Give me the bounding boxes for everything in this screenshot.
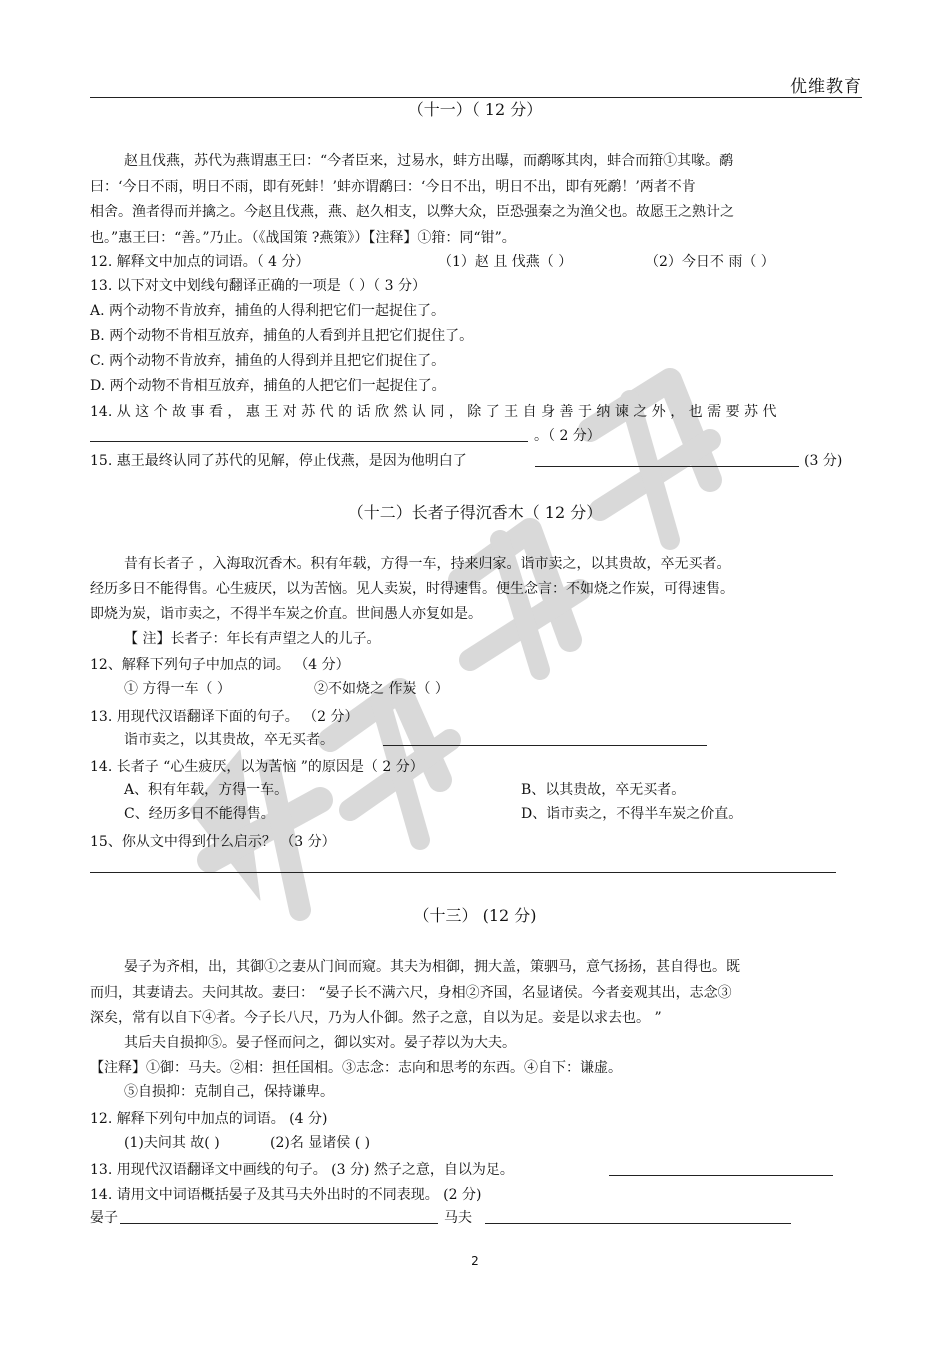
- question-12-12-item-2: ②不如烧之 作炭（ ）: [314, 681, 449, 697]
- question-13-12-item-2: (2)名 显诸侯 ( ): [270, 1135, 371, 1151]
- question-11-15: 15. 惠王最终认同了苏代的见解，停止伐燕，是因为他明白了: [90, 453, 467, 469]
- question-12-15: 15、你从文中得到什么启示？ （3 分）: [90, 834, 336, 850]
- question-11-15-score: (3 分): [804, 453, 843, 469]
- passage-13-line-2: 而归，其妻请去。夫问其故。妻曰： “晏子长不满六尺，身相②齐国，名显诸侯。今者妾观其出，志念③: [90, 985, 732, 1001]
- header-brand: 优维教育: [790, 77, 862, 97]
- question-12-12: 12、解释下列句子中加点的词。 （4 分）: [90, 657, 350, 673]
- question-11-14: 14. 从 这 个 故 事 看 ， 惠 王 对 苏 代 的 话 欣 然 认 同 ， 除 了 王 自 身 善 于 纳 谏 之 外 ， 也 需 要 苏 代: [90, 404, 777, 420]
- question-11-13: 13. 以下对文中划线句翻译正确的一项是（ ）（ 3 分）: [90, 278, 426, 294]
- header-divider: [90, 97, 862, 98]
- answer-blank-yanzi[interactable]: [120, 1223, 438, 1224]
- note-13-line-1: 【注释】①御：马夫。②相：担任国相。③志念：志向和思考的东西。④自下：谦虚。: [90, 1060, 622, 1076]
- note-13-line-2: ⑤自损抑：克制自己，保持谦卑。: [124, 1084, 334, 1100]
- question-13-14: 14. 请用文中词语概括晏子及其马夫外出时的不同表现。 (2 分): [90, 1187, 482, 1203]
- passage-12-line-1: 昔有长者子 ，入海取沉香木。积有年载，方得一车，持来归家。诣市卖之，以其贵故，卒无买者。: [124, 556, 731, 572]
- passage-13-line-3: 深矣，常有以自下④者。今子长八尺，乃为人仆御。然子之意，自以为足。妾是以求去也。 ”: [90, 1010, 662, 1026]
- section-11-title: （十一）（ 12 分）: [407, 100, 543, 119]
- option-12-d[interactable]: D、诣市卖之，不得半车炭之价直。: [521, 806, 743, 822]
- answer-blank-12-13[interactable]: [383, 745, 707, 746]
- page-number: 2: [471, 1254, 479, 1268]
- answer-blank-12-15[interactable]: [90, 872, 836, 873]
- option-11-a[interactable]: A. 两个动物不肯放弃，捕鱼的人得利把它们一起捉住了。: [90, 303, 446, 319]
- section-12-title: （十二）长者子得沉香木（ 12 分）: [347, 503, 603, 522]
- passage-11-line-4: 也。”惠王曰：“善。”乃止。（《战国策 ?燕策》）【注释】①箝：同“钳”。: [90, 230, 516, 246]
- question-11-12: 12. 解释文中加点的词语。（ 4 分）: [90, 254, 310, 270]
- question-11-12-item-2: （2）今日不 雨（ ）: [645, 254, 775, 270]
- question-12-13: 13. 用现代汉语翻译下面的句子。 （2 分）: [90, 709, 359, 725]
- passage-12-line-2: 经历多日不能得售。心生疲厌，以为苦恼。见人卖炭，时得速售。便生念言：不如烧之作炭，可得速售。: [90, 581, 734, 597]
- answer-blank-11-15[interactable]: [535, 466, 799, 467]
- note-12: 【 注】长者子：年长有声望之人的儿子。: [124, 631, 381, 647]
- passage-13-line-4: 其后夫自损抑⑤。晏子怪而问之，御以实对。晏子荐以为大夫。: [124, 1035, 516, 1051]
- label-yanzi: 晏子: [90, 1210, 118, 1226]
- option-12-a[interactable]: A、积有年载，方得一车。: [124, 782, 289, 798]
- question-12-12-item-1: ① 方得一车（ ）: [124, 681, 231, 697]
- passage-13-line-1: 晏子为齐相，出，其御①之妻从门间而窥。其夫为相御，拥大盖，策驷马，意气扬扬，甚自得也。既: [124, 959, 740, 975]
- passage-11-line-2: 曰：‘今日不雨，明日不雨，即有死蚌！’蚌亦谓鹬曰：‘今日不出，明日不出，即有死鹬！’两者不肯: [90, 179, 696, 195]
- answer-blank-13-13[interactable]: [609, 1175, 833, 1176]
- option-12-c[interactable]: C、经历多日不能得售。: [124, 806, 275, 822]
- question-12-13-sentence: 诣市卖之，以其贵故，卒无买者。: [124, 732, 334, 748]
- question-13-12: 12. 解释下列句中加点的词语。 (4 分): [90, 1111, 328, 1127]
- passage-12-line-3: 即烧为炭，诣市卖之，不得半车炭之价直。世间愚人亦复如是。: [90, 606, 482, 622]
- answer-blank-11-14[interactable]: [90, 441, 528, 442]
- question-11-12-item-1: （1）赵 且 伐燕（ ）: [438, 254, 573, 270]
- option-11-d[interactable]: D. 两个动物不肯相互放弃，捕鱼的人把它们一起捉住了。: [90, 378, 446, 394]
- question-11-14-score: 。（ 2 分）: [534, 428, 601, 444]
- option-12-b[interactable]: B、以其贵故，卒无买者。: [521, 782, 686, 798]
- answer-blank-mafu[interactable]: [485, 1223, 791, 1224]
- option-11-c[interactable]: C. 两个动物不肯放弃，捕鱼的人得到并且把它们捉住了。: [90, 353, 446, 369]
- passage-11-line-1: 赵且伐燕，苏代为燕谓惠王曰：“今者臣来，过易水，蚌方出曝，而鹬啄其肉，蚌合而箝①其喙。鹬: [124, 153, 734, 169]
- section-13-title: （十三） (12 分): [413, 906, 537, 925]
- question-13-12-item-1: (1)夫问其 故( ): [124, 1135, 220, 1151]
- option-11-b[interactable]: B. 两个动物不肯相互放弃，捕鱼的人看到并且把它们捉住了。: [90, 328, 474, 344]
- passage-11-line-3: 相舍。渔者得而并擒之。今赵且伐燕，燕、赵久相支，以弊大众，臣恐强秦之为渔父也。故愿王之熟计之: [90, 204, 734, 220]
- question-12-14: 14. 长者子 “心生疲厌，以为苦恼 ”的原因是（ 2 分）: [90, 759, 424, 775]
- question-13-13: 13. 用现代汉语翻译文中画线的句子。 (3 分) 然子之意，自以为足。: [90, 1162, 514, 1178]
- label-mafu: 马夫: [444, 1210, 472, 1226]
